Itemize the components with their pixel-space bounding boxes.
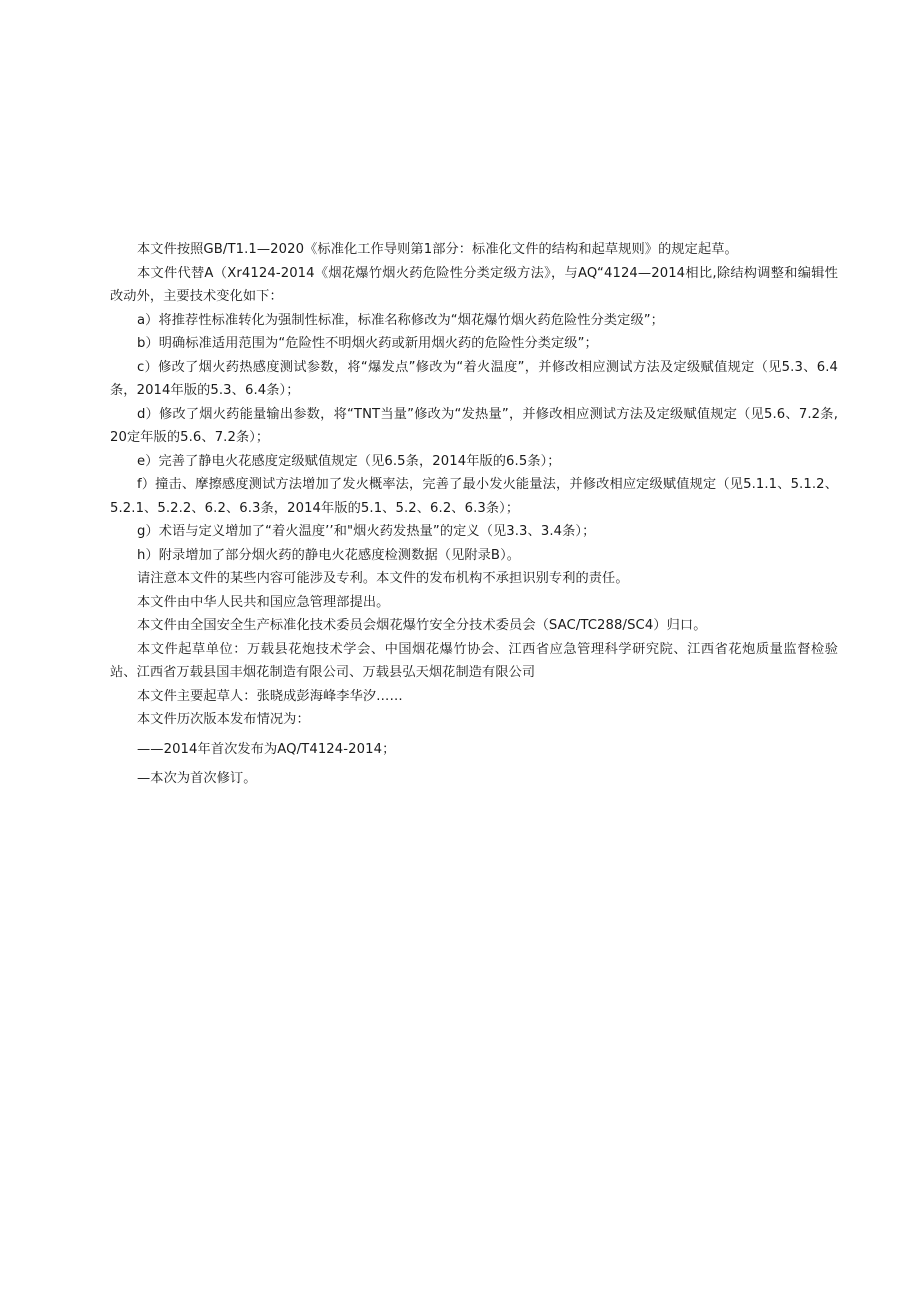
history-heading-paragraph: 本文件历次版本发布情况为： (137, 712, 310, 727)
proposer-paragraph: 本文件由中华人民共和国应急管理部提出。 (137, 594, 390, 610)
drafters-paragraph: 本文件主要起草人：张晓成彭海峰李华汐…… (137, 688, 403, 704)
change-item-d: d）修改了烟火药能量输出参数，将“TNT当量”修改为“发热量”，并修改相应测试方法及定级赋值规定（见5.6、7.2条,20定年版的5.6、7.2条）； (110, 406, 838, 445)
change-item-g: g）术语与定义增加了“着火温度’’和"烟火药发热量”的定义（见3.3、3.4条）； (137, 524, 596, 539)
change-item-f: f）撞击、摩擦感度测试方法增加了发火概率法，完善了最小发火能量法，并修改相应定级赋值规定（见5.1.1、5.1.2、5.2.1、5.2.2、6.2、6.3条，2014年版的5.1、5.2、6.2、6.3条）； (110, 477, 838, 516)
change-item-c: c）修改了烟火药热感度测试参数，将“爆发点”修改为“着火温度”，并修改相应测试方法及定级赋值规定（见5.3、6.4条，2014年版的5.3、6.4条）； (110, 359, 838, 398)
drafting-units-paragraph: 本文件起草单位：万载县花炮技术学会、中国烟花爆竹协会、江西省应急管理科学研究院、江西省花炮质量监督检验站、江西省万载县国丰烟花制造有限公司、万载县弘天烟花制造有限公司 (110, 641, 838, 680)
drafting-rule-paragraph: 本文件按照GB/T1.1—2020《标准化工作导则第1部分：标准化文件的结构和起草规则》的规定起草。 (137, 242, 738, 257)
change-item-a: a）将推荐性标准转化为强制性标准，标准名称修改为“烟花爆竹烟火药危险性分类定级”； (137, 312, 664, 328)
change-item-e: e）完善了静电火花感度定级赋值规定（见6.5条，2014年版的6.5条）； (137, 453, 561, 469)
history-item-first-release: ——2014年首次发布为AQ/T4124-2014； (137, 741, 396, 757)
change-item-b: b）明确标准适用范围为“危险性不明烟火药或新用烟火药的危险性分类定级”； (137, 336, 598, 351)
patent-notice-paragraph: 请注意本文件的某些内容可能涉及专利。本文件的发布机构不承担识别专利的责任。 (137, 571, 629, 586)
history-item-current-revision: —本次为首次修订。 (137, 771, 257, 786)
administrator-paragraph: 本文件由全国安全生产标准化技术委员会烟花爆竹安全分技术委员会（SAC/TC288/SC4）归口。 (137, 618, 707, 633)
foreword-body (110, 238, 838, 791)
replacement-paragraph: 本文件代替A（Xr4124-2014《烟花爆竹烟火药危险性分类定级方法》，与AQ“4124—2014相比,除结构调整和编辑性改动外，主要技术变化如下： (110, 265, 838, 304)
change-item-h: h）附录增加了部分烟火药的静电火花感度检测数据（见附录B）。 (137, 547, 521, 563)
